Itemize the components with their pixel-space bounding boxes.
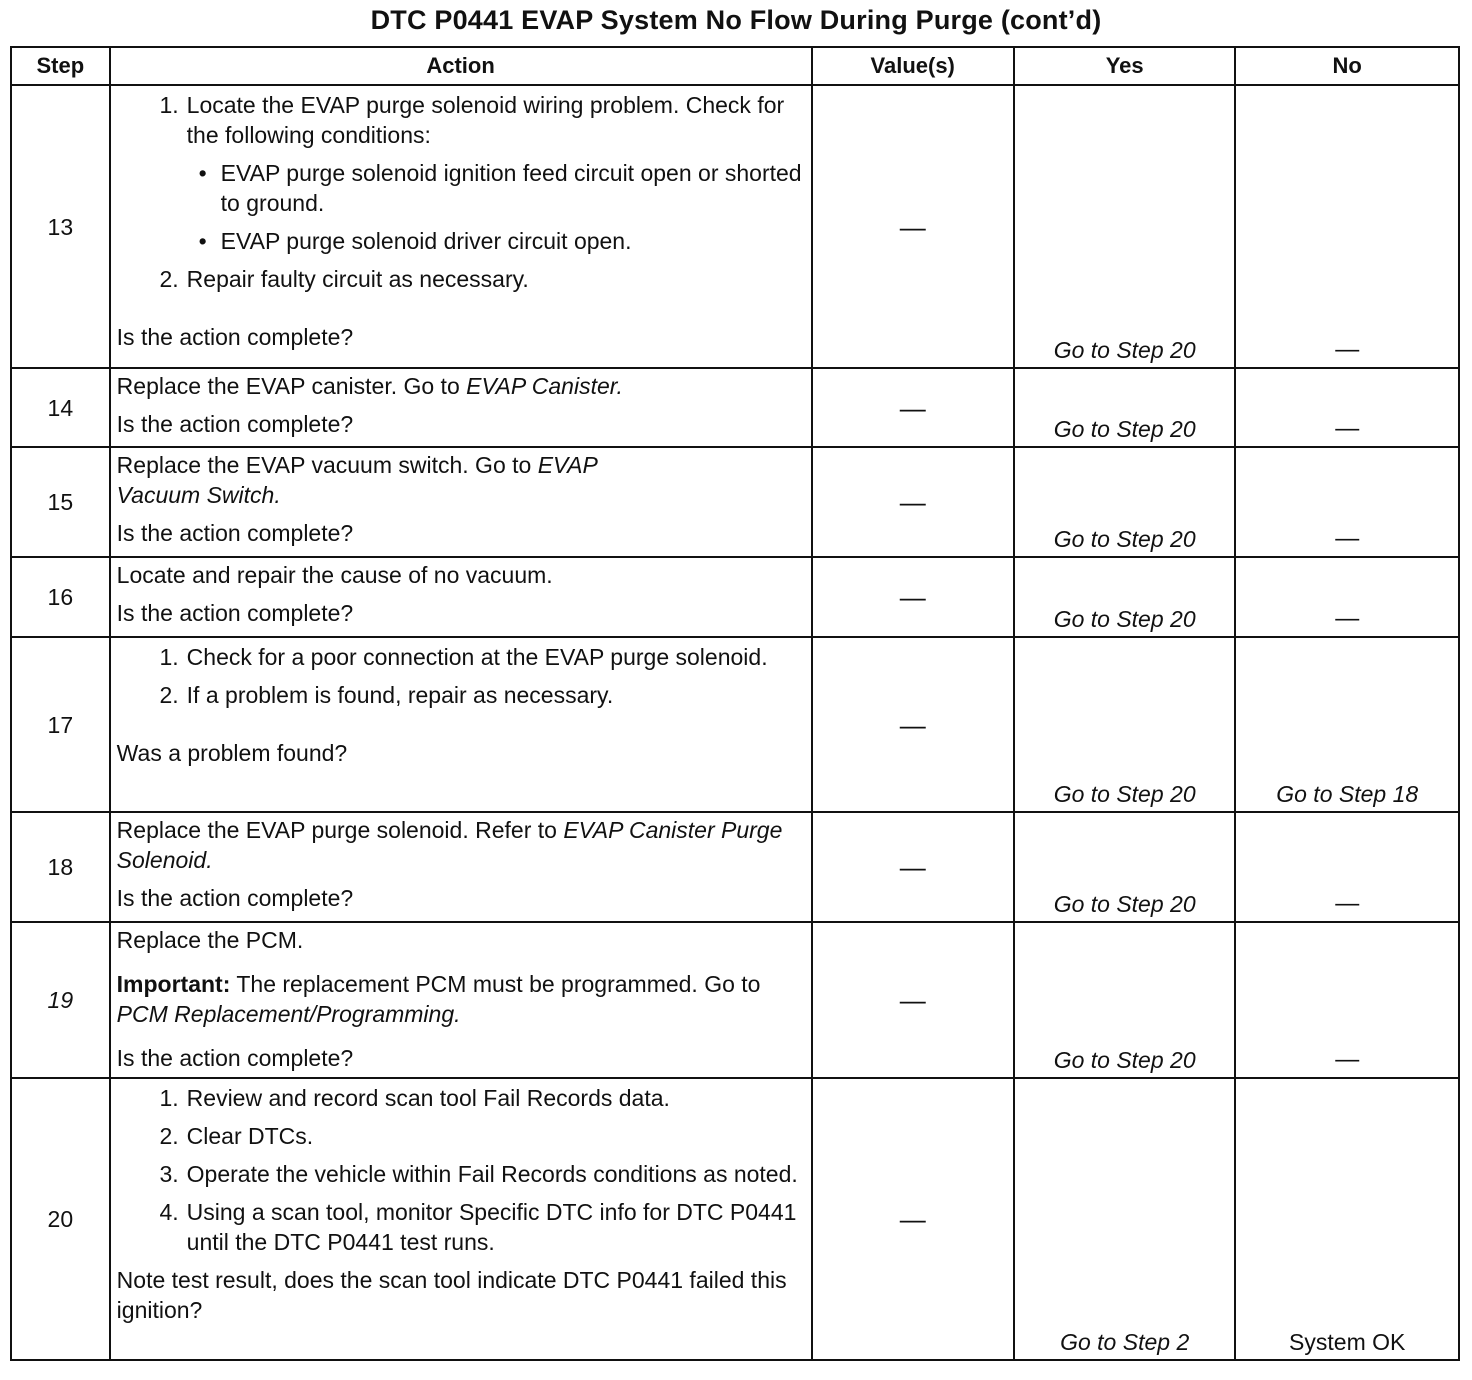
list-item: 1. Review and record scan tool Fail Records data. — [159, 1085, 670, 1111]
list-item: • EVAP purge solenoid driver circuit open. — [198, 228, 632, 254]
header-step: Step — [11, 47, 110, 85]
table-row — [11, 447, 1459, 557]
table-row — [11, 557, 1459, 637]
yes-cell: Go to Step 2 — [1014, 1078, 1236, 1360]
yes-cell: Go to Step 20 — [1014, 368, 1236, 447]
action-cell: Locate and repair the cause of no vacuum. Is the action complete? — [110, 557, 812, 637]
yes-cell: Go to Step 20 — [1014, 637, 1236, 812]
step-number: 16 — [11, 557, 110, 637]
table-row — [11, 85, 1459, 368]
question-text: Is the action complete? — [116, 600, 354, 626]
list-item: 2. If a problem is found, repair as necessary. — [159, 682, 614, 708]
no-cell: — — [1235, 447, 1459, 557]
action-cell: Replace the EVAP purge solenoid. Refer to EVAP Canister Purge Solenoid. Is the action complete? — [110, 812, 812, 922]
step-number: 20 — [11, 1078, 110, 1360]
table-row — [11, 637, 1459, 812]
value-cell: — — [812, 812, 1014, 922]
value-cell: — — [812, 637, 1014, 812]
question-text: Is the action complete? — [116, 411, 354, 437]
list-item: 1. Check for a poor connection at the EVAP purge solenoid. — [159, 644, 768, 670]
no-cell: — — [1235, 557, 1459, 637]
reference-link: EVAP Vacuum Switch. — [116, 452, 597, 508]
header-action: Action — [110, 47, 812, 85]
question-text: Is the action complete? — [116, 1045, 354, 1071]
value-cell: — — [812, 922, 1014, 1078]
reference-link: EVAP Canister Purge Solenoid. — [116, 817, 783, 873]
step-number: 18 — [11, 812, 110, 922]
header-yes: Yes — [1014, 47, 1236, 85]
header-no: No — [1235, 47, 1459, 85]
table-row — [11, 1078, 1459, 1360]
header-row — [11, 47, 1459, 85]
question-text: Is the action complete? — [116, 885, 354, 911]
action-cell: Replace the EVAP canister. Go to EVAP Canister. Is the action complete? — [110, 368, 812, 447]
step-number: 14 — [11, 368, 110, 447]
yes-cell: Go to Step 20 — [1014, 447, 1236, 557]
step-number: 19 — [11, 922, 110, 1078]
no-cell: System OK — [1235, 1078, 1459, 1360]
reference-link: PCM Replacement/Programming. — [116, 1001, 461, 1027]
yes-cell: Go to Step 20 — [1014, 922, 1236, 1078]
action-cell: Replace the EVAP vacuum switch. Go to EVAP Vacuum Switch. Is the action complete? — [110, 447, 812, 557]
yes-cell: Go to Step 20 — [1014, 557, 1236, 637]
table-row — [11, 922, 1459, 1078]
table-row — [11, 812, 1459, 922]
important-label: Important: — [116, 971, 231, 997]
yes-cell: Go to Step 20 — [1014, 812, 1236, 922]
action-cell — [110, 85, 812, 368]
step-number: 15 — [11, 447, 110, 557]
table-row — [11, 368, 1459, 447]
value-cell: — — [812, 447, 1014, 557]
value-cell: — — [812, 1078, 1014, 1360]
step-number: 17 — [11, 637, 110, 812]
list-item: • EVAP purge solenoid ignition feed circuit open or shorted to ground. — [198, 160, 802, 216]
list-item: 1. Locate the EVAP purge solenoid wiring problem. Check for the following conditions: — [159, 92, 785, 148]
no-cell: Go to Step 18 — [1235, 637, 1459, 812]
no-cell: — — [1235, 368, 1459, 447]
value-cell: — — [812, 557, 1014, 637]
value-cell: — — [812, 85, 1014, 368]
page-title: DTC P0441 EVAP System No Flow During Purge (cont’d) — [370, 5, 1102, 35]
question-text: Note test result, does the scan tool indicate DTC P0441 failed this ignition? — [116, 1267, 787, 1323]
header-values: Value(s) — [812, 47, 1014, 85]
list-item: 4. Using a scan tool, monitor Specific DTC info for DTC P0441 until the DTC P0441 test runs. — [159, 1199, 797, 1255]
question-text: Was a problem found? — [116, 740, 348, 766]
step-number: 13 — [11, 85, 110, 368]
no-cell: — — [1235, 85, 1459, 368]
reference-link: EVAP Canister. — [466, 373, 623, 399]
action-cell — [110, 1078, 812, 1360]
question-text: Is the action complete? — [116, 520, 354, 546]
value-cell: — — [812, 368, 1014, 447]
list-item: 3. Operate the vehicle within Fail Records conditions as noted. — [159, 1161, 798, 1187]
list-item: 2. Repair faulty circuit as necessary. — [159, 266, 529, 292]
list-item: 2. Clear DTCs. — [159, 1123, 314, 1149]
no-cell: — — [1235, 922, 1459, 1078]
diagnostic-table — [10, 46, 1460, 1361]
yes-cell: Go to Step 20 — [1014, 85, 1236, 368]
action-cell: Replace the PCM. Important: The replacement PCM must be programmed. Go to PCM Replacement/Programming. Is the action complete? — [110, 922, 812, 1078]
action-cell — [110, 637, 812, 812]
question-text: Is the action complete? — [116, 324, 354, 350]
no-cell: — — [1235, 812, 1459, 922]
